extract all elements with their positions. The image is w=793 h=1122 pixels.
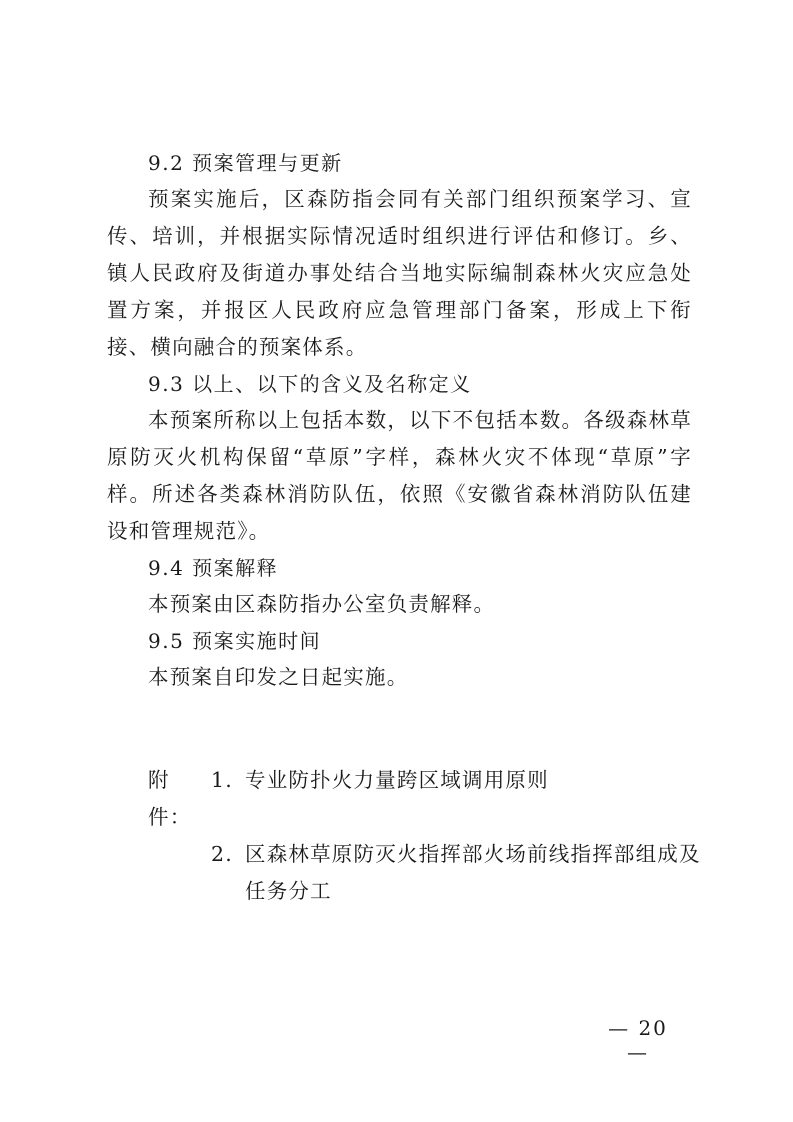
attachment-title: 专业防扑火力量跨区域调用原则: [245, 768, 549, 792]
section-heading-9-2: 9.2 预案管理与更新: [148, 151, 343, 175]
section-heading-9-5: 9.5 预案实施时间: [148, 629, 322, 653]
attachment-item: [148, 762, 708, 836]
section-paragraph-9-5: 本预案自印发之日起实施。: [148, 665, 409, 689]
attachment-number: 1.: [211, 768, 233, 792]
attachment-number: 2.: [211, 842, 233, 866]
section-paragraph-9-3: 本预案所称以上包括本数，以下不包括本数。各级森林草原防灭火机构保留“草原”字样，森林火灾不体现“草原”字样。所述各类森林消防队伍，依照《安徽省森林消防队伍建设和管理规范》。: [107, 408, 692, 543]
attachment-item: [148, 836, 708, 910]
attachments-label: 附件：: [148, 768, 192, 829]
attachments-label-spacer: [148, 836, 211, 910]
page-number: — 20 —: [608, 1016, 668, 1064]
section-paragraph-9-4: 本预案由区森防指办公室负责解释。: [148, 592, 496, 616]
document-body: [107, 145, 692, 696]
section-paragraph-9-2: 预案实施后，区森防指会同有关部门组织预案学习、宣传、培训，并根据实际情况适时组织进行评估和修订。乡、镇人民政府及街道办事处结合当地实际编制森林火灾应急处置方案，并报区人民政府应急管理部门备案，形成上下衔接、横向融合的预案体系。: [107, 187, 692, 359]
section-heading-9-4: 9.4 预案解释: [148, 556, 279, 580]
attachment-title: 区森林草原防灭火指挥部火场前线指挥部组成及任务分工: [245, 842, 701, 903]
section-heading-9-3: 9.3 以上、以下的含义及名称定义: [148, 372, 472, 396]
attachments-list: [148, 762, 708, 910]
